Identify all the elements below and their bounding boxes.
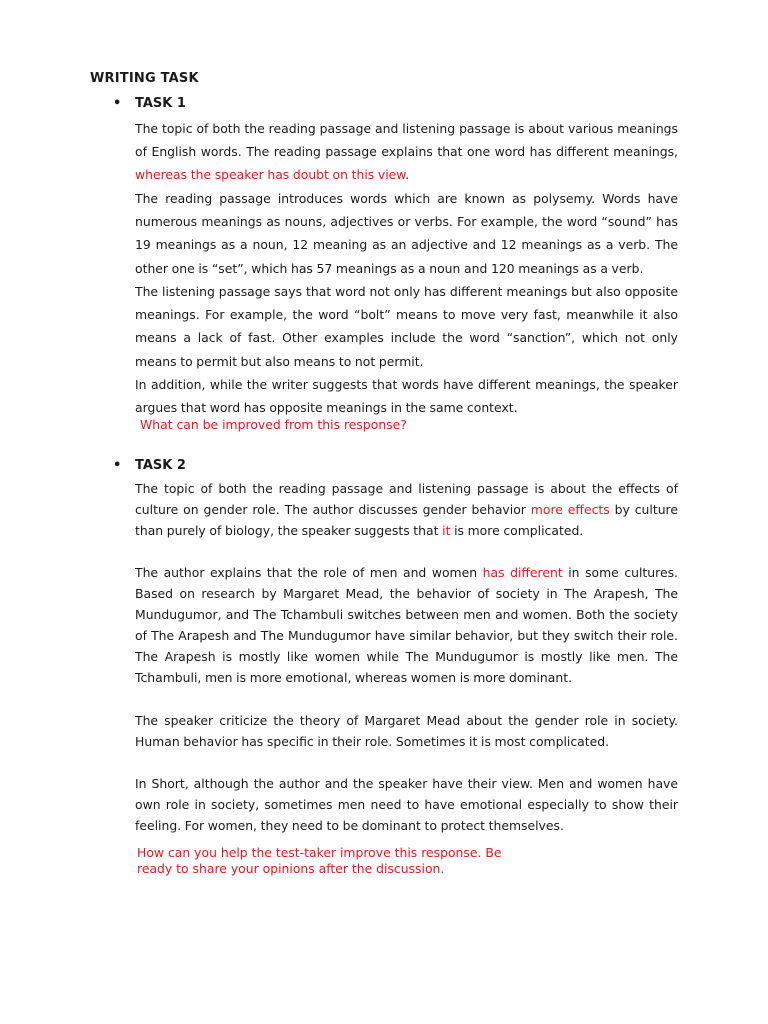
task2-paragraph-2 bbox=[135, 562, 678, 688]
task2-paragraph-4: In Short, although the author and the speaker have their view. Men and women have own role in society, sometimes men need to have emotional especially to show their feeling. For women, they need to be dominant to protect themselves. bbox=[135, 776, 678, 833]
task2-review-question bbox=[137, 845, 501, 877]
task2-paragraph-1 bbox=[135, 478, 678, 541]
task1-paragraph-1 bbox=[135, 117, 678, 187]
task2-label: TASK 2 bbox=[135, 458, 186, 473]
task1-paragraph-2: The reading passage introduces words which are known as polysemy. Words have numerous meanings as nouns, adjectives or verbs. For example, the word “sound” has 19 meanings as a noun, 12 meaning as an adjective and 12 meanings as a verb. The other one is “set”, which has 57 meanings as a noun and 120 meanings as a verb. bbox=[135, 191, 678, 276]
task1-p1-text: The topic of both the reading passage and listening passage is about various meanings of English words. The reading passage explains that one word has different meanings, bbox=[135, 121, 678, 160]
task1-header bbox=[113, 96, 186, 111]
task1-p1-end: . bbox=[405, 167, 410, 183]
task1-p1-red-text: whereas the speaker has doubt on this view bbox=[135, 167, 406, 183]
task2-p1-text-2: by culture than purely of biology, the speaker suggests that bbox=[135, 502, 678, 538]
task1-paragraph-3: The listening passage says that word not only has different meanings but also opposite meanings. For example, the word “bolt” means to move very fast, meanwhile it also means a lack of fast. Other examples include the word “sanction”, which not only means to permit but also means to not permit. bbox=[135, 284, 678, 369]
bullet-icon: • bbox=[113, 458, 122, 473]
task2-p1-text-3: is more complicated. bbox=[450, 523, 584, 538]
task2-p1-red-text-1: more effects bbox=[530, 502, 610, 517]
task2-question-line-2: ready to share your opinions after the discussion. bbox=[137, 861, 445, 876]
task2-paragraph-3: The speaker criticize the theory of Margaret Mead about the gender role in society. Human behavior has specific in their role. Sometimes it is most complicated. bbox=[135, 713, 678, 749]
document-heading: WRITING TASK bbox=[90, 71, 199, 86]
task2-p2-red-text: has different bbox=[482, 565, 563, 580]
task2-p2-text-2: in some cultures. Based on research by Margaret Mead, the behavior of society in The Arapesh, The Mundugumor, and The Tchambuli switches between men and women. Both the society of The Arapesh and The Mundugumor have similar behavior, but they switch their role. The Arapesh is mostly like women while The Mundugumor is mostly like men. The Tchambuli, men is more emotional, whereas women is more dominant. bbox=[135, 565, 678, 685]
bullet-icon: • bbox=[113, 96, 122, 111]
task2-p2-text: The author explains that the role of men and women bbox=[135, 565, 483, 580]
task2-question-line-1: How can you help the test-taker improve this response. Be bbox=[137, 845, 502, 860]
task2-header bbox=[113, 458, 186, 473]
task1-paragraph-4: In addition, while the writer suggests that words have different meanings, the speaker argues that word has opposite meanings in the same context. bbox=[135, 377, 678, 416]
task2-p1-text: The topic of both the reading passage and listening passage is about the effects of culture on gender role. The author discusses gender behavior bbox=[135, 481, 678, 517]
task1-label: TASK 1 bbox=[135, 96, 186, 111]
task1-review-question: What can be improved from this response? bbox=[140, 417, 407, 432]
task2-p1-red-text-2: it bbox=[442, 523, 451, 538]
